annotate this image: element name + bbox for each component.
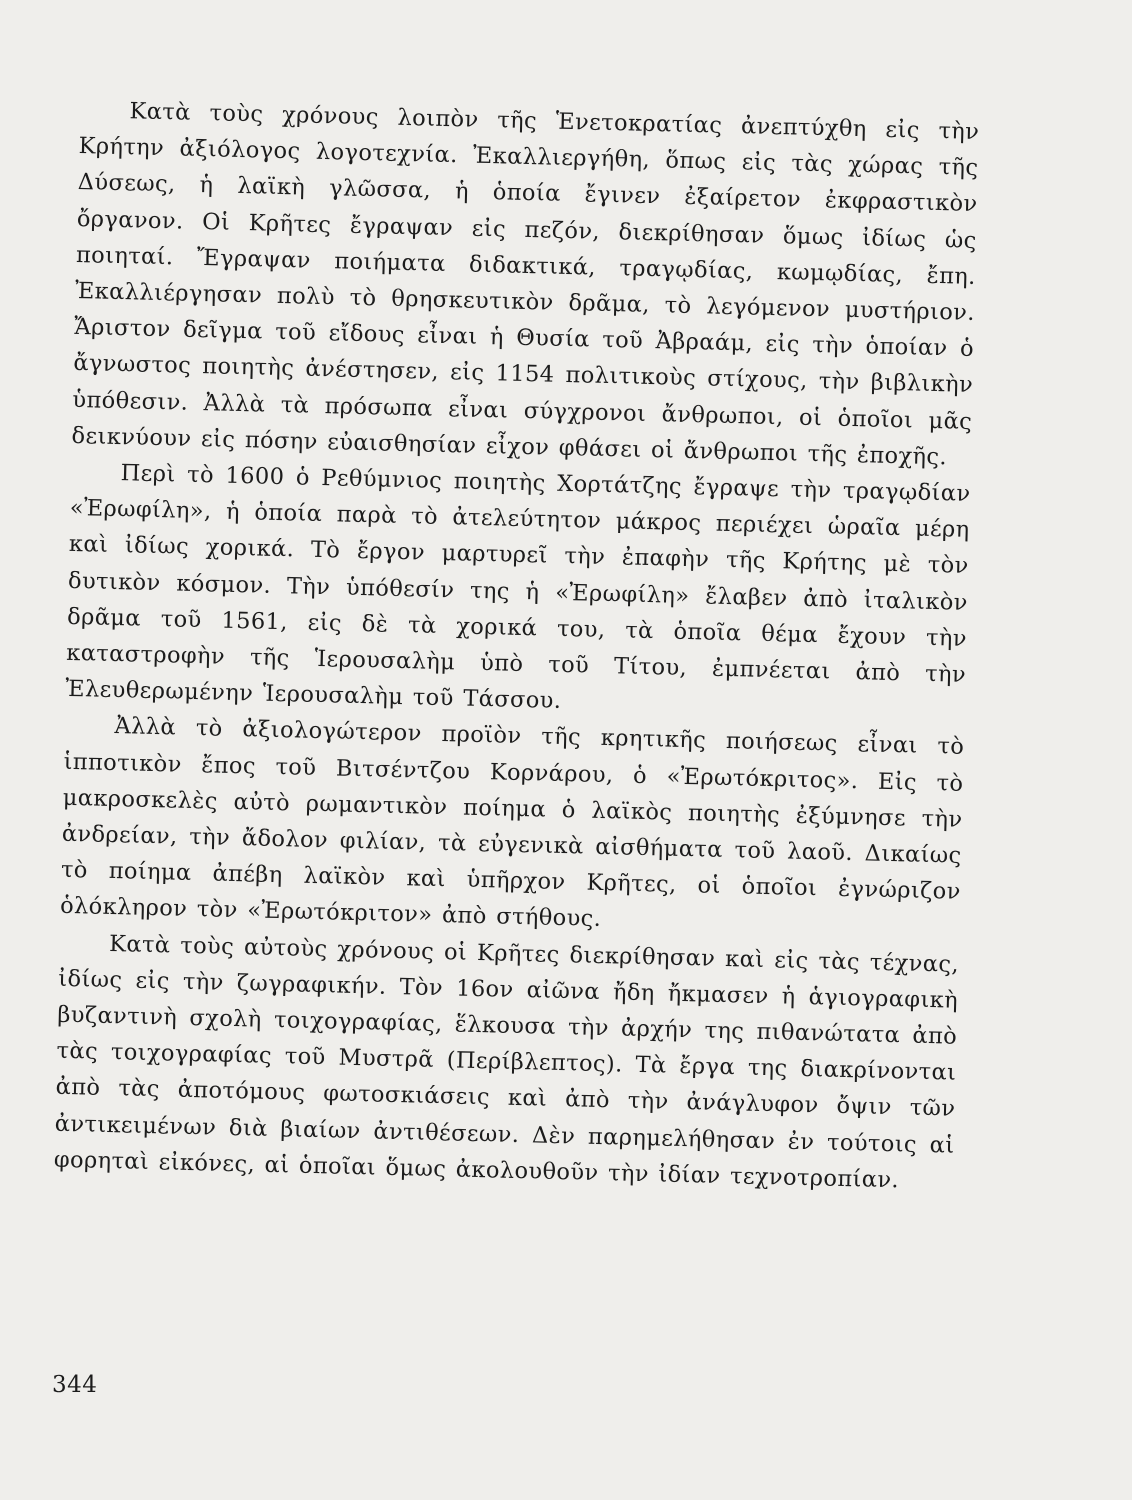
paragraph-erotokritos: Ἀλλὰ τὸ ἀξιολογώτερον προϊὸν τῆς κρητικῆς ποιήσεως εἶναι τὸ ἱπποτικὸν ἔπος τοῦ Βιτσέντζου Κορνάρου, ὁ «Ἐρωτόκριτος». Εἰς τὸ μακροσκελὲς αὐτὸ ρωμαντικὸν ποίημα ὁ λαϊκὸς ποιητὴς ἐξύμνησε τὴν ἀνδρείαν, τὴν ἄδολον φιλίαν, τὰ εὐγενικὰ αἰσθήματα τοῦ λαοῦ. Δικαίως τὸ ποίημα ἀπέβη λαϊκὸν καὶ ὑπῆρχον Κρῆτες, οἱ ὁποῖοι ἐγνώριζον ὁλόκληρον τὸν «Ἐρωτόκριτον» ἀπὸ στήθους.: [59, 713, 965, 933]
paragraph-painting: Κατὰ τοὺς αὐτοὺς χρόνους οἱ Κρῆτες διεκρίθησαν καὶ εἰς τὰς τέχνας, ἰδίως εἰς τὴν ζωγραφικήν. Τὸν 16ον αἰῶνα ἤδη ἤκμασεν ἡ ἁγιογραφικὴ βυζαντινὴ σχολὴ τοιχογραφίας, ἕλκουσα τὴν ἀρχήν της πιθανώτατα ἀπὸ τὰς τοιχογραφίας τοῦ Μυστρᾶ (Περίβλεπτος). Τὰ ἔργα της διακρίνονται ἀπὸ τὰς ἀποτόμους φωτοσκιάσεις καὶ ἀπὸ τὴν ἀνάγλυφον ὄψιν τῶν ἀντικειμένων διὰ βιαίων ἀντιθέσεων. Δὲν παρημελήθησαν ἐν τούτοις αἱ φορηταὶ εἰκόνες, αἱ ὁποῖαι ὅμως ἀκολουθοῦν τὴν ἰδίαν τεχνοτροπίαν.: [53, 930, 960, 1194]
paragraph-venetian-literature: Κατὰ τοὺς χρόνους λοιπὸν τῆς Ἑνετοκρατίας ἀνεπτύχθη εἰς τὴν Κρήτην ἀξιόλογος λογοτεχνία. Ἐκαλλιεργήθη, ὅπως εἰς τὰς χώρας τῆς Δύσεως, ἡ λαϊκὴ γλῶσσα, ἡ ὁποία ἔγινεν ἐξαίρετον ἐκφραστικὸν ὄργανον. Οἱ Κρῆτες ἔγραψαν εἰς πεζόν, διεκρίθησαν ὅμως ἰδίως ὡς ποιηταί. Ἔγραψαν ποιήματα διδακτικά, τραγῳδίας, κωμῳδίας, ἔπη. Ἐκαλλιέργησαν πολὺ τὸ θρησκευτικὸν δρᾶμα, τὸ λεγόμενον μυστήριον. Ἄριστον δεῖγμα τοῦ εἴδους εἶναι ἡ Θυσία τοῦ Ἀβραάμ, εἰς τὴν ὁποίαν ὁ ἄγνωστος ποιητὴς ἀνέστησεν, εἰς 1154 πολιτικοὺς στίχους, τὴν βιβλικὴν ὑπόθεσιν. Ἀλλὰ τὰ πρόσωπα εἶναι σύγχρονοι ἄνθρωποι, οἱ ὁποῖοι μᾶς δεικνύουν εἰς πόσην εὐαισθησίαν εἶχον φθάσει οἱ ἄνθρωποι τῆς ἐποχῆς.: [71, 98, 980, 471]
body-text: [53, 92, 979, 1200]
page-number: 344: [52, 1372, 98, 1398]
paragraph-erofili: Περὶ τὸ 1600 ὁ Ρεθύμνιος ποιητὴς Χορτάτζης ἔγραψε τὴν τραγῳδίαν «Ἐρωφίλη», ἡ ὁποία παρὰ τὸ ἀτελεύτητον μάκρος περιέχει ὡραῖα μέρη καὶ ἰδίως χορικά. Τὸ ἔργον μαρτυρεῖ τὴν ἐπαφὴν τῆς Κρήτης μὲ τὸν δυτικὸν κόσμον. Τὴν ὑπόθεσίν της ἡ «Ἐρωφίλη» ἔλαβεν ἀπὸ ἰταλικὸν δρᾶμα τοῦ 1561, εἰς δὲ τὰ χορικά του, τὰ ὁποῖα θέμα ἔχουν τὴν καταστροφὴν τῆς Ἱερουσαλὴμ ὑπὸ τοῦ Τίτου, ἐμπνέεται ἀπὸ τὴν Ἐλευθερωμένην Ἱερουσαλὴμ τοῦ Τάσσου.: [65, 460, 971, 715]
